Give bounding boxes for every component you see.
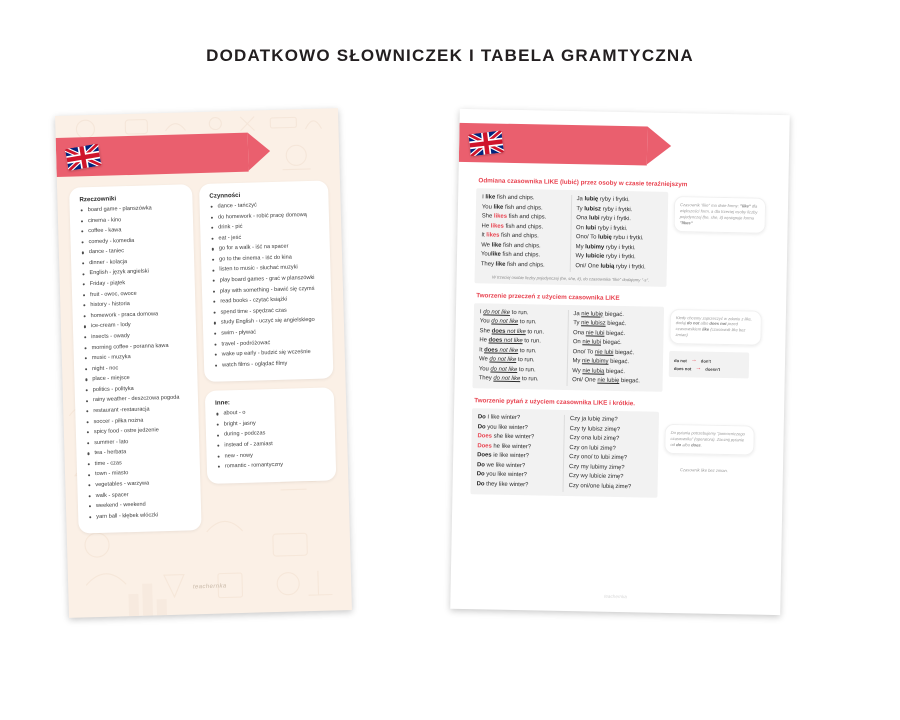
- other-heading: Inne:: [215, 399, 231, 407]
- row-polish: Ja nie lubię biegać.: [573, 310, 624, 318]
- arrow-right-icon: →: [695, 365, 702, 372]
- row-polish: Czy oni/one lubią zime?: [568, 482, 632, 491]
- row-polish: Czy ona lubi zimę?: [569, 435, 620, 443]
- list-item: swim - pływać: [212, 328, 325, 338]
- contraction-line: [674, 365, 744, 372]
- banner-arrow-tip: [248, 132, 271, 171]
- vocabulary-columns: [69, 180, 338, 533]
- page-title: DODATKOWO SŁOWNICZEK I TABELA GRAMTYCZNA: [206, 46, 694, 65]
- banner-arrow-tip: [647, 126, 672, 164]
- row-english: It likes fish and chips.: [481, 232, 571, 243]
- table-row: [479, 375, 657, 388]
- row-english: You like fish and chips.: [482, 203, 572, 214]
- row-english: Do you like winter?: [478, 423, 565, 434]
- row-polish: Ona nie lubi biegać.: [572, 329, 626, 337]
- list-item: restaurant -restauracja: [84, 405, 191, 415]
- list-item: instead of - zamiast: [215, 440, 328, 450]
- row-polish: Ja lubię ryby i frytki.: [576, 196, 630, 204]
- table-footnote: W trzeciej osobie liczby pojedynczej (he, she, it), do czasownika "like" dodajemy "-s".: [491, 274, 650, 283]
- row-polish: My nie lubimy biegać.: [572, 358, 630, 366]
- row-english: You do not like to run.: [479, 365, 568, 376]
- row-polish: Czy ja lubię zimę?: [569, 416, 618, 423]
- contraction-short: doesn't: [705, 366, 721, 372]
- section-title: Tworzenie przeczeń z użyciem czasownika LIKE: [476, 291, 620, 302]
- row-english: They like fish and chips.: [481, 260, 571, 271]
- questions-note: Do pytania potrzebujemy "pomocniczego czasownika" (operatora). Zacznij pytanie od do albo does.: [664, 424, 755, 455]
- questions-side-note: Czasownik like bez zmian.: [679, 466, 728, 473]
- grammar-banner: [459, 123, 790, 168]
- contraction-full: do not: [673, 357, 687, 363]
- list-item: soccer - piłka nożna: [85, 416, 192, 426]
- row-polish: Ono/ To lubię rybu i frytki.: [575, 234, 644, 242]
- list-item: dinner - kolacja: [80, 257, 187, 267]
- list-item: play with something - bawić się czymś: [211, 285, 324, 295]
- list-item: music - muzyka: [83, 352, 190, 362]
- row-english: You do not like to run.: [480, 317, 569, 328]
- row-english: She likes fish and chips.: [482, 212, 572, 223]
- list-item: spicy food - ostre jedzenie: [85, 426, 192, 436]
- list-item: about - o: [214, 408, 327, 418]
- list-item: homework - praca domowa: [82, 310, 189, 320]
- list-item: travel - podróżować: [212, 338, 325, 348]
- table-rows: [479, 308, 658, 388]
- list-item: insects - owady: [82, 331, 189, 341]
- row-polish: Ono/ To nie lubi biegać.: [572, 348, 635, 357]
- contraction-full: does not: [673, 365, 692, 372]
- vocabulary-sheet: [55, 108, 352, 618]
- grammar-sheet: [450, 109, 790, 615]
- other-list: [214, 408, 329, 471]
- other-card: [205, 388, 337, 484]
- list-item: eat - jeść: [209, 232, 322, 242]
- list-item: drink - pić: [209, 222, 322, 232]
- list-item: fruit - owoc, owoce: [81, 289, 188, 299]
- section-title: Tworzenie pytań z użyciem czasownika LIKE i krótkie.: [474, 397, 636, 408]
- row-english: It does not like to run.: [479, 346, 568, 357]
- grammar-section-negation: [472, 292, 768, 394]
- list-item: walk - spacer: [87, 490, 194, 500]
- row-polish: Wy nie lubią biegać.: [572, 367, 626, 375]
- contraction-short: don't: [700, 358, 711, 364]
- conjugation-table: [474, 188, 668, 286]
- list-item: cinema - kino: [79, 215, 186, 225]
- row-english: We like fish and chips.: [481, 241, 571, 252]
- list-item: wake up early - budzić się wcześnie: [213, 349, 326, 359]
- questions-table: [470, 408, 659, 497]
- table-rows: [477, 413, 653, 493]
- vocabulary-watermark: teachernka: [192, 583, 227, 591]
- list-item: spend time - spędzać czas: [212, 306, 325, 316]
- row-polish: Czy wy lubicie zimę?: [568, 473, 624, 481]
- row-english: Do they like winter?: [477, 480, 564, 491]
- negation-note: Kiedy chcemy zaprzeczyć w zdaniu z like, dodaj do not albo does not przed czasownikiem like (czasownik like bez zmian): [669, 308, 762, 345]
- list-item: during - podczas: [215, 429, 328, 439]
- list-item: English - język angielski: [80, 268, 187, 278]
- list-item: time - czas: [86, 458, 193, 468]
- grammar-watermark: teachernka: [604, 593, 627, 600]
- list-item: coffee - kawa: [79, 226, 186, 236]
- nouns-heading: Rzeczowniki: [79, 195, 117, 204]
- negation-table: [472, 303, 664, 392]
- list-item: rainy weather - deszczowa pogoda: [84, 395, 191, 405]
- list-item: do homework - robić pracę domową: [209, 211, 322, 221]
- row-english: Do we like winter?: [477, 461, 564, 472]
- row-polish: Czy my lubimy zimę?: [568, 463, 625, 471]
- uk-flag-icon: [468, 130, 504, 156]
- list-item: morning coffee - poranna kawa: [82, 342, 189, 352]
- list-item: dance - taniec: [80, 247, 187, 257]
- contractions-box: [669, 351, 749, 379]
- row-english: Youlike fish and chips.: [481, 251, 571, 262]
- vocabulary-banner: [56, 130, 340, 177]
- list-item: bright - jasny: [215, 418, 328, 428]
- list-item: town - miasto: [86, 469, 193, 479]
- row-english: Does he like winter?: [477, 442, 564, 453]
- list-item: place - miejsce: [83, 374, 190, 384]
- list-item: tea - herbata: [85, 448, 192, 458]
- questions-aside: [664, 412, 755, 473]
- list-item: romantic - romantyczny: [216, 461, 329, 471]
- list-item: go to the cinema - iść do kina: [210, 254, 323, 264]
- nouns-card: [69, 184, 202, 534]
- row-english: We do not like to run.: [479, 356, 568, 367]
- list-item: politics - polityka: [84, 384, 191, 394]
- row-english: Does she like winter?: [477, 432, 564, 443]
- list-item: Friday - piątek: [81, 278, 188, 288]
- row-english: He does not like to run.: [479, 336, 568, 347]
- arrow-right-icon: →: [690, 357, 697, 364]
- list-item: listen to music - słuchać muzyki: [210, 264, 323, 274]
- conjugation-note: Czasownik "like" ma dwie formy: "like" dla większości form, a dla trzeciej osoby liczby pojedynczej (he, she, it) występuje forma "likes": [674, 196, 767, 233]
- table-rows: [481, 193, 662, 273]
- row-polish: On lubi ryby i frytki.: [576, 224, 628, 232]
- section-title: Odmiana czasownika LIKE (lubić) przez osoby w czasie teraźniejszym: [478, 177, 688, 189]
- list-item: play board games - grać w planszówki: [211, 275, 324, 285]
- activities-card: [199, 180, 333, 382]
- activities-heading: Czynności: [209, 191, 241, 200]
- list-item: go for a walk - iść na spacer: [210, 243, 323, 253]
- row-polish: My lubimy ryby i frytki.: [575, 243, 636, 252]
- activities-list: [209, 201, 327, 370]
- grammar-section-conjugation: [474, 177, 770, 288]
- list-item: board game - planszówka: [79, 204, 186, 214]
- nouns-list: [79, 204, 195, 521]
- list-item: study English - uczyć się angielskiego: [212, 317, 325, 327]
- row-polish: Wy lubicie ryby i frytki.: [575, 253, 636, 261]
- row-polish: Czy ono/ to lubi zimę?: [569, 454, 628, 462]
- row-polish: Ona lubi ryby i frytki.: [576, 215, 631, 223]
- row-polish: Ty lubisz ryby i frytki.: [576, 205, 633, 213]
- list-item: weekend - weekend: [87, 501, 194, 511]
- row-polish: Czy ty lubisz zimę?: [569, 425, 621, 433]
- row-polish: Ty nie lubisz biegać.: [573, 320, 627, 328]
- grammar-section-questions: [470, 397, 766, 499]
- contraction-line: [674, 357, 744, 364]
- row-polish: Oni/ One nie lubię biegać.: [572, 377, 640, 385]
- row-english: Do you like winter?: [477, 471, 564, 482]
- row-english: Do I like winter?: [478, 413, 565, 424]
- list-item: read books - czytać książki: [211, 296, 324, 306]
- row-english: She does not like to run.: [479, 327, 568, 338]
- row-polish: Oni/ One lubią ryby i frytki.: [575, 263, 646, 271]
- row-english: They do not like to run.: [479, 375, 568, 386]
- activities-column: [199, 180, 338, 530]
- negation-aside: [669, 306, 762, 378]
- list-item: night - noc: [83, 363, 190, 373]
- list-item: yarn ball - kłębek wlóczki: [87, 511, 194, 521]
- row-english: He likes fish and chips.: [481, 222, 571, 233]
- list-item: summer - lato: [85, 437, 192, 447]
- row-english: Does ie like winter?: [477, 452, 564, 463]
- list-item: dance - tańczyć: [209, 201, 322, 211]
- list-item: new - nowy: [216, 450, 329, 460]
- list-item: ice-cream - lody: [82, 321, 189, 331]
- list-item: vegetables - warzywa: [86, 479, 193, 489]
- grammar-sections: [470, 177, 770, 508]
- row-polish: On nie lubi biegać.: [572, 339, 622, 347]
- table-row: [477, 480, 652, 493]
- table-row: [481, 260, 661, 273]
- list-item: comedy - komedia: [79, 236, 186, 246]
- row-english: I like fish and chips.: [482, 193, 572, 204]
- list-item: history - historia: [81, 300, 188, 310]
- row-english: I do not like to run.: [480, 308, 569, 319]
- list-item: watch films - oglądać filmy: [213, 359, 326, 369]
- row-polish: Czy on lubi zimę?: [569, 444, 616, 452]
